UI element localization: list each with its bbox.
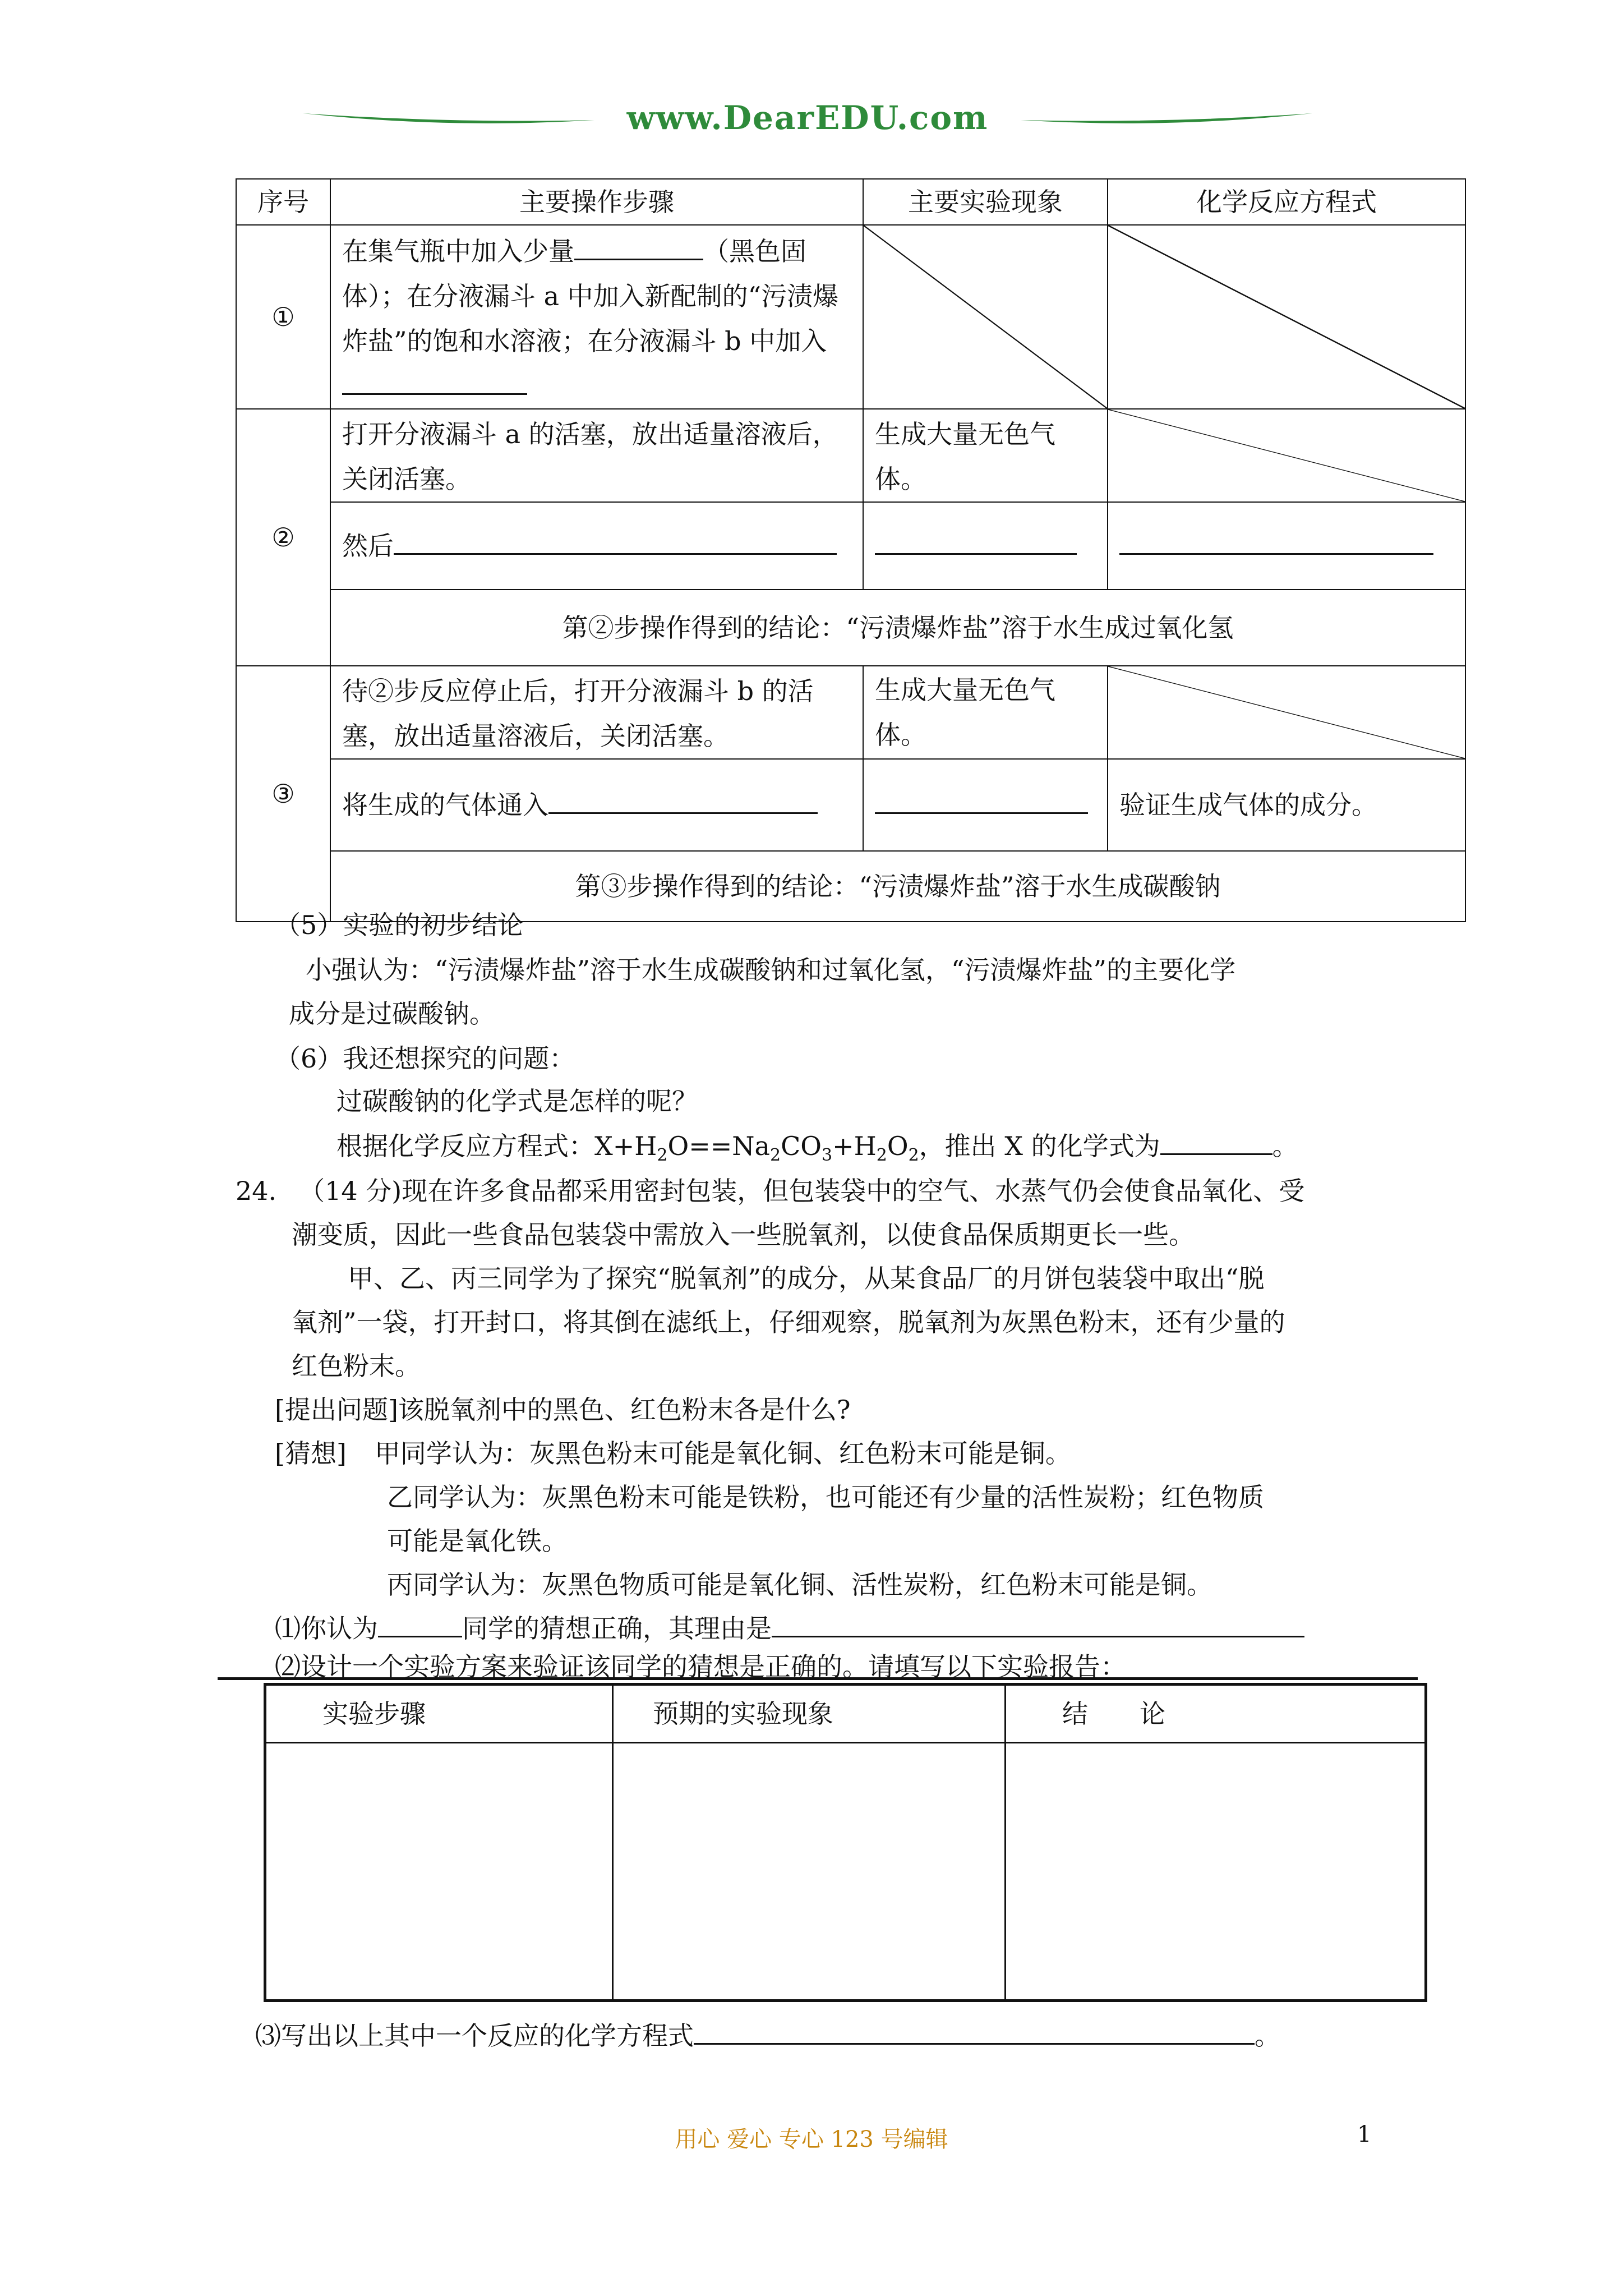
section5-line2: 成分是过碳酸钠。 <box>289 999 495 1029</box>
row3-num: ③ <box>236 666 330 922</box>
q24-sub1: ⑴你认为 同学的猜想正确，其理由是 <box>275 1607 1304 1650</box>
diagonal-line <box>864 226 1107 408</box>
site-url[interactable]: www.DearEDU.com <box>626 99 989 137</box>
experiment-table <box>236 178 1466 922</box>
section5-line1: 小强认为：“污渍爆炸盐”溶于水生成碳酸钠和过氧化氢，“污渍爆炸盐”的主要化学 <box>306 955 1236 985</box>
site-header <box>303 95 1312 140</box>
row2-num: ② <box>236 409 330 666</box>
row2-blank-phen[interactable] <box>875 524 1077 555</box>
row1-step-a: 在集气瓶中加入少量 <box>342 236 574 266</box>
reason-blank[interactable] <box>772 1607 1304 1637</box>
report-phenomena-cell[interactable] <box>613 1743 1006 2001</box>
diagonal-line <box>1108 409 1465 501</box>
row2-blank-step[interactable] <box>394 524 837 555</box>
row2-eq2 <box>1108 502 1465 590</box>
student-blank[interactable] <box>378 1607 462 1637</box>
row3-eq2: 验证生成气体的成分。 <box>1108 759 1465 851</box>
row2-conclusion: 第②步操作得到的结论：“污渍爆炸盐”溶于水生成过氧化氢 <box>330 590 1465 666</box>
report-header-steps: 实验步骤 <box>265 1685 613 1743</box>
table2-top-rule <box>218 1677 1418 1680</box>
report-header-phenomena: 预期的实验现象 <box>613 1685 1006 1743</box>
report-steps-cell[interactable] <box>265 1743 613 2001</box>
q24-line1: 24. （14 分)现在许多食品都采用密封包装，但包装袋中的空气、水蒸气仍会使食品氧化、受 <box>236 1176 1305 1206</box>
footer-credit: 用心 爱心 专心 123 号编辑 <box>675 2127 948 2152</box>
equation-blank[interactable] <box>694 2014 1255 2045</box>
row3-phen1: 生成大量无色气体。 <box>863 666 1108 759</box>
formula-blank[interactable] <box>1160 1124 1272 1155</box>
section5-title: （5）实验的初步结论 <box>275 910 524 940</box>
row3-eq1-empty <box>1108 666 1465 759</box>
q24-guess3: 丙同学认为：灰黑色物质可能是氧化铜、活性炭粉，红色粉末可能是铜。 <box>387 1570 1212 1600</box>
q24-line5: 红色粉末。 <box>292 1351 421 1381</box>
q24-line2: 潮变质，因此一些食品包装袋中需放入一些脱氧剂，以使食品保质期更长一些。 <box>292 1220 1195 1250</box>
q24-sub3: ⑶写出以上其中一个反应的化学方程式 。 <box>255 2014 1280 2058</box>
report-conclusion-cell[interactable] <box>1006 1743 1426 2001</box>
row2-eq1-empty <box>1108 409 1465 502</box>
row2-phen2 <box>863 502 1108 590</box>
row1-blank-1[interactable] <box>574 229 703 260</box>
header-equation: 化学反应方程式 <box>1108 179 1465 225</box>
diagonal-line <box>1108 226 1465 408</box>
q24-question: [提出问题]该脱氧剂中的黑色、红色粉末各是什么? <box>275 1395 851 1425</box>
header-steps: 主要操作步骤 <box>330 179 863 225</box>
report-header-conclusion: 结 论 <box>1006 1685 1426 1743</box>
q24-guess2b: 可能是氧化铁。 <box>387 1526 568 1556</box>
q24-line4: 氧剂”一袋，打开封口，将其倒在滤纸上，仔细观察，脱氧剂为灰黑色粉末，还有少量的 <box>292 1307 1285 1337</box>
row3-blank-phen[interactable] <box>875 783 1088 814</box>
row1-step-b: （黑色固体）；在分液漏斗 a 中加入新配制的“污渍爆炸盐”的饱和水溶液；在分液漏斗 b 中加入 <box>342 236 839 356</box>
row2-step1: 打开分液漏斗 a 的活塞，放出适量溶液后，关闭活塞。 <box>330 409 863 502</box>
section6-line1: 过碳酸钠的化学式是怎样的呢？ <box>336 1086 698 1116</box>
q24-sub2: ⑵设计一个实验方案来验证该同学的猜想是正确的。请填写以下实验报告： <box>275 1651 1126 1682</box>
right-swoosh-icon <box>1021 101 1312 135</box>
row3-step1: 待②步反应停止后，打开分液漏斗 b 的活塞，放出适量溶液后，关闭活塞。 <box>330 666 863 759</box>
page-number: 1 <box>1357 2122 1372 2147</box>
q24-line3: 甲、乙、丙三同学为了探究“脱氧剂”的成分，从某食品厂的月饼包装袋中取出“脱 <box>348 1263 1265 1294</box>
row1-blank-2[interactable] <box>342 364 527 395</box>
row2-phen1: 生成大量无色气体。 <box>863 409 1108 502</box>
section6-title: （6）我还想探究的问题： <box>275 1043 575 1074</box>
header-phenomena: 主要实验现象 <box>863 179 1108 225</box>
row1-step <box>330 225 863 409</box>
row3-step2: 将生成的气体通入 <box>330 759 863 851</box>
row1-eq-empty <box>1108 225 1465 409</box>
q24-number: 24. <box>236 1176 277 1206</box>
q24-guess1: [猜想] 甲同学认为：灰黑色粉末可能是氧化铜、红色粉末可能是铜。 <box>275 1438 1071 1469</box>
row1-num: ① <box>236 225 330 409</box>
section6-line2: 根据化学反应方程式：$X+H_2O==Na_2CO_3+H_2O_2$，推出 X 的化学式为 。 <box>336 1124 1298 1177</box>
diagonal-line <box>1108 666 1465 758</box>
row2-step2: 然后 <box>330 502 863 590</box>
row3-conclusion: 第③步操作得到的结论：“污渍爆炸盐”溶于水生成碳酸钠 <box>330 851 1465 922</box>
q24-guess2a: 乙同学认为：灰黑色粉末可能是铁粉，也可能还有少量的活性炭粉；红色物质 <box>387 1482 1264 1512</box>
row3-phen2 <box>863 759 1108 851</box>
header-num: 序号 <box>236 179 330 225</box>
report-table <box>264 1683 1427 2002</box>
row1-phen-empty <box>863 225 1108 409</box>
row2-blank-eq[interactable] <box>1119 524 1433 555</box>
row3-blank-step[interactable] <box>548 783 818 814</box>
